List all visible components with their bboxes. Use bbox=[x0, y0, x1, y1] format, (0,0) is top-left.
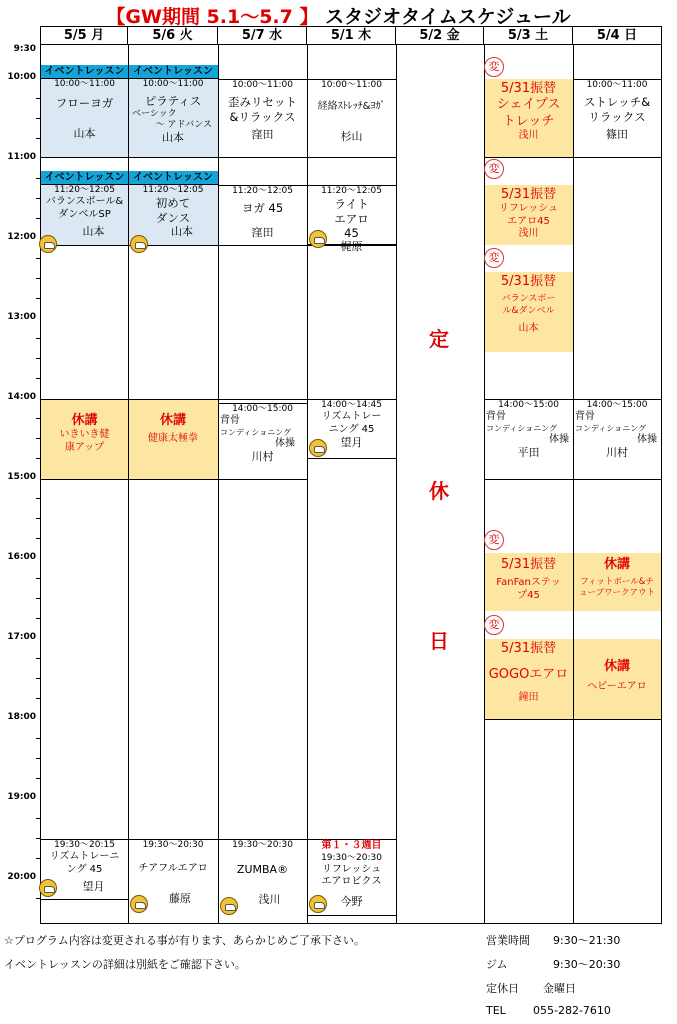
lesson-name: フローヨガ bbox=[55, 96, 114, 111]
hours-value: 9:30～21:30 bbox=[553, 934, 621, 947]
gridline bbox=[41, 157, 128, 158]
time-label: 9:30 bbox=[13, 44, 36, 54]
lesson-teacher: 梶原 bbox=[340, 240, 363, 254]
lesson-name: チアフルエアロ bbox=[138, 863, 208, 875]
change-marker-icon: 変 bbox=[484, 57, 504, 77]
lesson-cell bbox=[218, 403, 307, 479]
gridline bbox=[307, 915, 396, 916]
day-header: 5/7 水 bbox=[218, 27, 307, 45]
lesson-time: 10:00～11:00 bbox=[142, 79, 204, 89]
event-lesson-banner: イベントレッスン bbox=[41, 171, 128, 185]
lesson-status: 5/31振替 bbox=[500, 641, 557, 656]
lesson-name: シェイプストレッチ bbox=[496, 97, 561, 129]
title-main: スタジオタイムスケジュール bbox=[325, 6, 571, 28]
lesson-sub: 体操 bbox=[275, 437, 295, 449]
change-marker-icon: 変 bbox=[484, 530, 504, 550]
lesson-teacher: 川村 bbox=[606, 446, 628, 460]
shoe-icon bbox=[39, 879, 57, 897]
lesson-name: 背骨 bbox=[575, 411, 595, 423]
gridline bbox=[307, 157, 396, 158]
column-divider bbox=[573, 45, 574, 923]
lesson-teacher: 篠田 bbox=[606, 128, 628, 141]
lesson-name: ライトエアロ45 bbox=[334, 197, 369, 240]
lesson-name: 背骨 bbox=[486, 411, 506, 423]
lesson-name: FanFanステップ45 bbox=[496, 577, 561, 601]
lesson-name: リズムトレーニング 45 bbox=[49, 851, 120, 875]
shoe-icon bbox=[130, 235, 148, 253]
lesson-cell bbox=[573, 553, 661, 611]
lesson-status: 休講 bbox=[603, 557, 630, 572]
lesson-cell bbox=[218, 79, 307, 157]
lesson-teacher: 望月 bbox=[82, 880, 105, 894]
lesson-time: 10:00～11:00 bbox=[586, 80, 648, 90]
gym-label: ジム bbox=[486, 958, 508, 971]
lesson-cell bbox=[573, 79, 661, 157]
time-label: 17:00 bbox=[7, 632, 36, 642]
lesson-cell bbox=[573, 399, 661, 479]
lesson-status: 休講 bbox=[603, 659, 630, 674]
lesson-teacher: 浅川 bbox=[518, 228, 539, 240]
shoe-icon bbox=[130, 895, 148, 913]
lesson-name: フィットボール&チューブワークアウト bbox=[578, 577, 656, 598]
closed-day-char: 日 bbox=[429, 629, 449, 653]
lesson-status: 5/31振替 bbox=[500, 557, 557, 572]
lesson-cell bbox=[41, 79, 128, 157]
lesson-cell bbox=[484, 272, 573, 352]
lesson-teacher: 浅川 bbox=[258, 893, 281, 906]
change-marker-icon: 変 bbox=[484, 159, 504, 179]
event-lesson-banner: イベントレッスン bbox=[128, 65, 218, 79]
lesson-status: 5/31振替 bbox=[500, 187, 557, 202]
lesson-time: 14:00～15:00 bbox=[232, 404, 293, 414]
lesson-level: ～ アドバンス bbox=[155, 119, 212, 130]
lesson-sub: 体操 bbox=[637, 433, 657, 445]
lesson-time: 10:00～11:00 bbox=[232, 80, 293, 90]
lesson-teacher: 鐘田 bbox=[518, 691, 539, 703]
day-header: 5/4 日 bbox=[573, 27, 661, 45]
event-lesson-banner: イベントレッスン bbox=[128, 171, 218, 185]
lesson-sub: コンディショニング bbox=[220, 427, 292, 437]
lesson-teacher: 平田 bbox=[517, 446, 540, 460]
lesson-sub: コンディショニング bbox=[575, 423, 647, 433]
lesson-cell bbox=[218, 185, 307, 245]
lesson-name: 背骨 bbox=[220, 415, 240, 427]
shoe-icon bbox=[309, 439, 327, 457]
time-label: 12:00 bbox=[7, 232, 36, 242]
event-lesson-banner: イベントレッスン bbox=[41, 65, 128, 79]
column-divider bbox=[484, 45, 485, 923]
lesson-cell bbox=[41, 185, 128, 245]
tel-value: 055-282-7610 bbox=[533, 1004, 611, 1017]
lesson-time: 11:20～12:05 bbox=[232, 186, 293, 196]
day-header: 5/2 金 bbox=[396, 27, 484, 45]
lesson-sub: 体操 bbox=[549, 433, 569, 445]
shoe-icon bbox=[220, 897, 238, 915]
lesson-teacher: 山本 bbox=[162, 131, 184, 145]
lesson-sub: コンディショニング bbox=[486, 423, 558, 433]
lesson-cell bbox=[484, 553, 573, 611]
column-divider bbox=[396, 45, 397, 923]
closed-day-char: 定 bbox=[429, 327, 449, 351]
lesson-name: バランスボール&ダンベルSP bbox=[45, 196, 124, 220]
lesson-time: 14:00～14:45 bbox=[321, 400, 382, 410]
lesson-time: 19:30～20:30 bbox=[142, 840, 204, 850]
time-label: 18:00 bbox=[7, 712, 36, 722]
lesson-name: ストレッチ&リラックス bbox=[583, 95, 651, 124]
column-divider bbox=[218, 45, 219, 923]
shoe-icon bbox=[309, 230, 327, 248]
lesson-name: ZUMBA® bbox=[236, 863, 289, 877]
hours-label: 営業時間 bbox=[486, 934, 530, 947]
lesson-cell bbox=[128, 79, 218, 157]
lesson-name: リズムトレーニング 45 bbox=[321, 411, 382, 435]
schedule-grid bbox=[40, 26, 662, 924]
lesson-name: ヨガ 45 bbox=[241, 201, 284, 216]
lesson-name: 初めてダンス bbox=[155, 196, 191, 225]
change-marker-icon: 変 bbox=[484, 248, 504, 268]
lesson-teacher: 山本 bbox=[82, 225, 105, 239]
lesson-time: 11:20～12:05 bbox=[321, 186, 382, 196]
lesson-level: ベーシック bbox=[132, 108, 177, 119]
lesson-status: 5/31振替 bbox=[500, 274, 557, 289]
lesson-cell bbox=[484, 639, 573, 719]
gym-value: 9:30～20:30 bbox=[553, 958, 621, 971]
lesson-time: 10:00～11:00 bbox=[54, 79, 115, 89]
page-title bbox=[0, 2, 677, 26]
lesson-status: 休講 bbox=[71, 413, 98, 428]
lesson-cell bbox=[307, 79, 396, 157]
shoe-icon bbox=[39, 235, 57, 253]
lesson-cell bbox=[573, 639, 661, 719]
lesson-teacher: 今野 bbox=[340, 894, 363, 908]
gridline bbox=[41, 899, 128, 900]
lesson-teacher: 窪田 bbox=[251, 225, 274, 239]
closed-value: 金曜日 bbox=[543, 982, 576, 995]
lesson-teacher: 山本 bbox=[171, 225, 193, 238]
lesson-time: 11:20～12:05 bbox=[54, 185, 115, 195]
lesson-name: リフレッシュエアロ45 bbox=[498, 203, 559, 227]
closed-day-char: 休 bbox=[429, 479, 449, 503]
gridline bbox=[128, 157, 218, 158]
lesson-cell bbox=[484, 399, 573, 479]
gridline bbox=[218, 157, 307, 158]
change-marker-icon: 変 bbox=[484, 615, 504, 635]
lesson-name: 歪みリセット&リラックス bbox=[228, 95, 297, 124]
lesson-teacher: 望月 bbox=[340, 436, 363, 450]
day-header: 5/6 火 bbox=[128, 27, 218, 45]
lesson-teacher: 浅川 bbox=[518, 129, 539, 141]
lesson-note: 第１・３週目 bbox=[321, 840, 382, 851]
lesson-time: 19:30～20:30 bbox=[232, 840, 293, 850]
lesson-name: ヘビーエアロ bbox=[587, 681, 647, 693]
time-label: 10:00 bbox=[7, 72, 36, 82]
day-header: 5/5 月 bbox=[41, 27, 128, 45]
lesson-teacher: 藤原 bbox=[169, 891, 191, 905]
lesson-teacher: 窪田 bbox=[251, 128, 274, 141]
closed-label: 定休日 bbox=[486, 982, 519, 995]
lesson-teacher: 山本 bbox=[518, 322, 539, 334]
lesson-name: 経絡ｽﾄﾚｯﾁ&ﾖｶﾞ bbox=[317, 101, 386, 113]
footer-note: ☆プログラム内容は変更される事が有ります、あらかじめご了承下さい。 bbox=[4, 934, 365, 947]
lesson-teacher: 杉山 bbox=[340, 129, 363, 143]
lesson-time: 14:00～15:00 bbox=[586, 400, 648, 410]
column-divider bbox=[307, 45, 308, 923]
footer-note: イベントレッスンの詳細は別紙をご確認下さい。 bbox=[4, 958, 246, 971]
lesson-name: 健康太極拳 bbox=[148, 433, 198, 445]
time-label: 11:00 bbox=[7, 152, 36, 162]
lesson-name: GOGOエアロ bbox=[488, 667, 569, 683]
lesson-teacher: 山本 bbox=[73, 126, 96, 140]
lesson-time: 19:30～20:30 bbox=[321, 852, 382, 863]
lesson-name: リフレッシュエアロビクス bbox=[321, 863, 382, 888]
lesson-name: バランスボール&ダンベル bbox=[501, 294, 556, 316]
time-label: 20:00 bbox=[7, 872, 36, 882]
lesson-cell bbox=[41, 399, 128, 479]
shoe-icon bbox=[309, 895, 327, 913]
column-divider bbox=[128, 45, 129, 923]
lesson-cell bbox=[484, 185, 573, 245]
lesson-time: 14:00～15:00 bbox=[498, 400, 559, 410]
day-header: 5/3 土 bbox=[484, 27, 573, 45]
tel-label: TEL bbox=[486, 1004, 506, 1017]
day-header: 5/1 木 bbox=[307, 27, 396, 45]
lesson-time: 19:30～20:15 bbox=[54, 840, 115, 850]
lesson-time: 10:00～11:00 bbox=[321, 80, 382, 90]
lesson-cell bbox=[484, 79, 573, 157]
lesson-status: 休講 bbox=[159, 413, 186, 428]
lesson-name: いきいき健康アップ bbox=[59, 429, 110, 453]
time-label: 13:00 bbox=[7, 312, 36, 322]
time-label: 19:00 bbox=[7, 792, 36, 802]
time-label: 15:00 bbox=[7, 472, 36, 482]
lesson-teacher: 川村 bbox=[251, 450, 274, 464]
lesson-cell bbox=[128, 399, 218, 479]
title-period: 【GW期間 5.1～5.7 】 bbox=[106, 6, 319, 28]
time-label: 16:00 bbox=[7, 552, 36, 562]
lesson-name: ピラティス bbox=[144, 94, 202, 109]
lesson-time: 11:20～12:05 bbox=[142, 185, 204, 195]
lesson-status: 5/31振替 bbox=[500, 81, 557, 96]
time-label: 14:00 bbox=[7, 392, 36, 402]
gridline bbox=[41, 479, 307, 480]
